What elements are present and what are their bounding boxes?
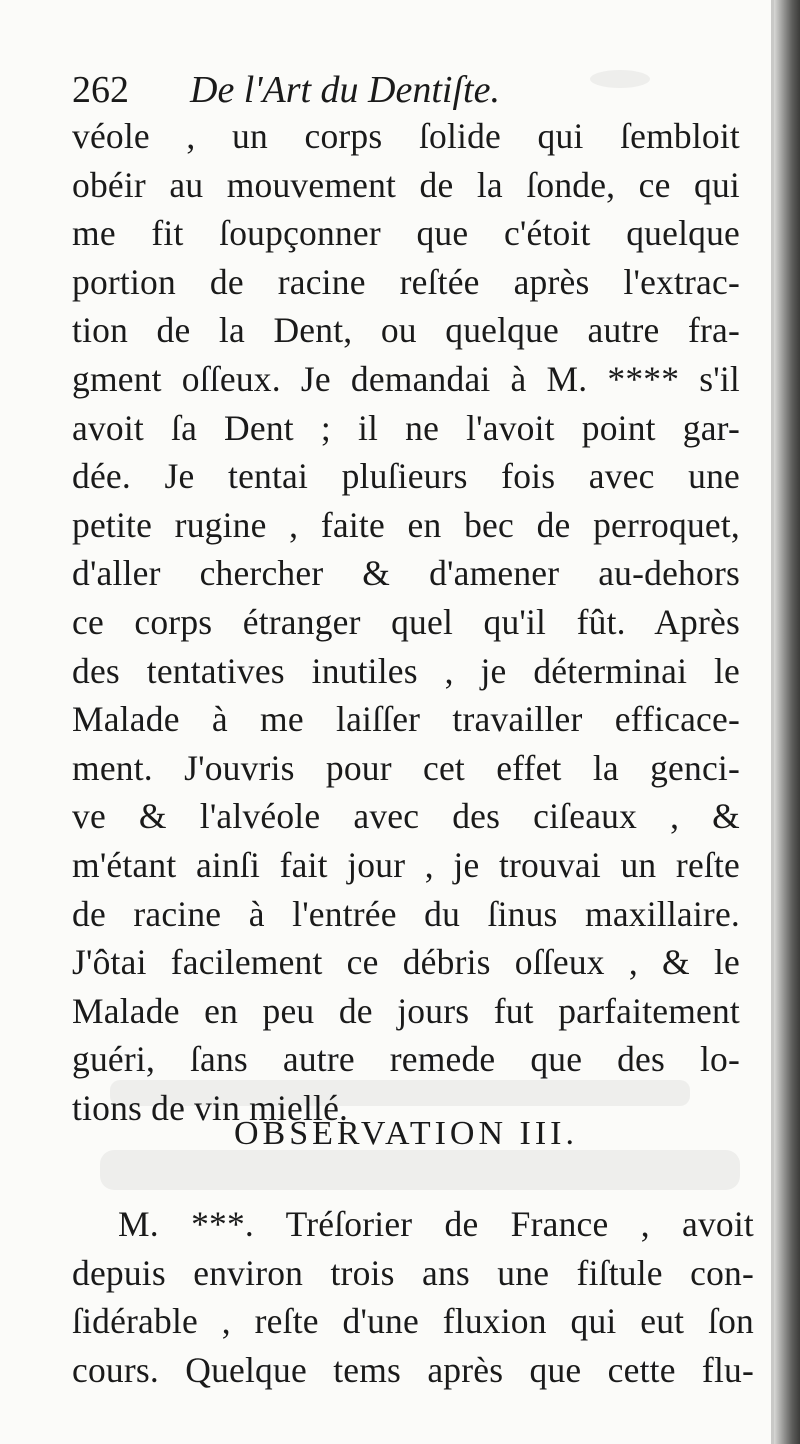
text-line: J'ôtai facilement ce débris oſſeux , & le [72,942,740,983]
text-line: M. ***. Tréſorier de France , avoit [118,1204,754,1244]
text-line: obéir au mouvement de la ſonde, ce qui [72,164,740,205]
text-line: gment oſſeux. Je demandai à M. **** s'il [72,358,740,399]
ink-smudge [100,1150,740,1190]
text-line: Malade à me laiſſer travailler efficace- [72,699,740,740]
text-line: tion de la Dent, ou quelque autre fra- [72,310,740,351]
text-line: Malade en peu de jours fut parfaitement [72,990,740,1031]
text-line: m'étant ainſi fait jour , je trouvai un reſte [72,844,740,885]
section-heading: OBSERVATION III. [234,1115,578,1152]
text-line: des tentatives inutiles , je déterminai le [72,650,740,691]
text-line: tions de vin miellé. [72,1087,349,1128]
text-line: ve & l'alvéole avec des ciſeaux , & [72,796,740,837]
text-line: portion de racine reſtée après l'extrac- [72,261,740,302]
binding-gutter [774,0,800,1444]
text-line: ment. J'ouvris pour cet effet la genci- [72,747,740,788]
text-line: dée. Je tentai pluſieurs fois avec une [72,456,740,497]
running-title: De l'Art du Dentiſte. [190,69,500,111]
running-header [72,62,752,112]
text-line: petite rugine , faite en bec de perroquet, [72,504,740,545]
text-line: guéri, ſans autre remede que des lo- [72,1039,740,1080]
observation-text [72,1200,754,1394]
text-line: avoit ſa Dent ; il ne l'avoit point gar- [72,407,740,448]
text-line: véole , un corps ſolide qui ſembloit [72,116,740,156]
text-line: cours. Quelque tems après que cette flu- [72,1349,754,1390]
text-line: ſidérable , reſte d'une fluxion qui eut ſon [72,1301,754,1342]
page-number: 262 [72,69,129,111]
text-line: d'aller chercher & d'amener au-dehors [72,553,740,594]
text-line: depuis environ trois ans une fiſtule con- [72,1252,754,1293]
text-line: me fit ſoupçonner que c'étoit quelque [72,213,740,254]
text-line: ce corps étranger quel qu'il fût. Après [72,601,740,642]
body-text [72,112,740,1132]
text-line: de racine à l'entrée du ſinus maxillaire. [72,893,740,934]
